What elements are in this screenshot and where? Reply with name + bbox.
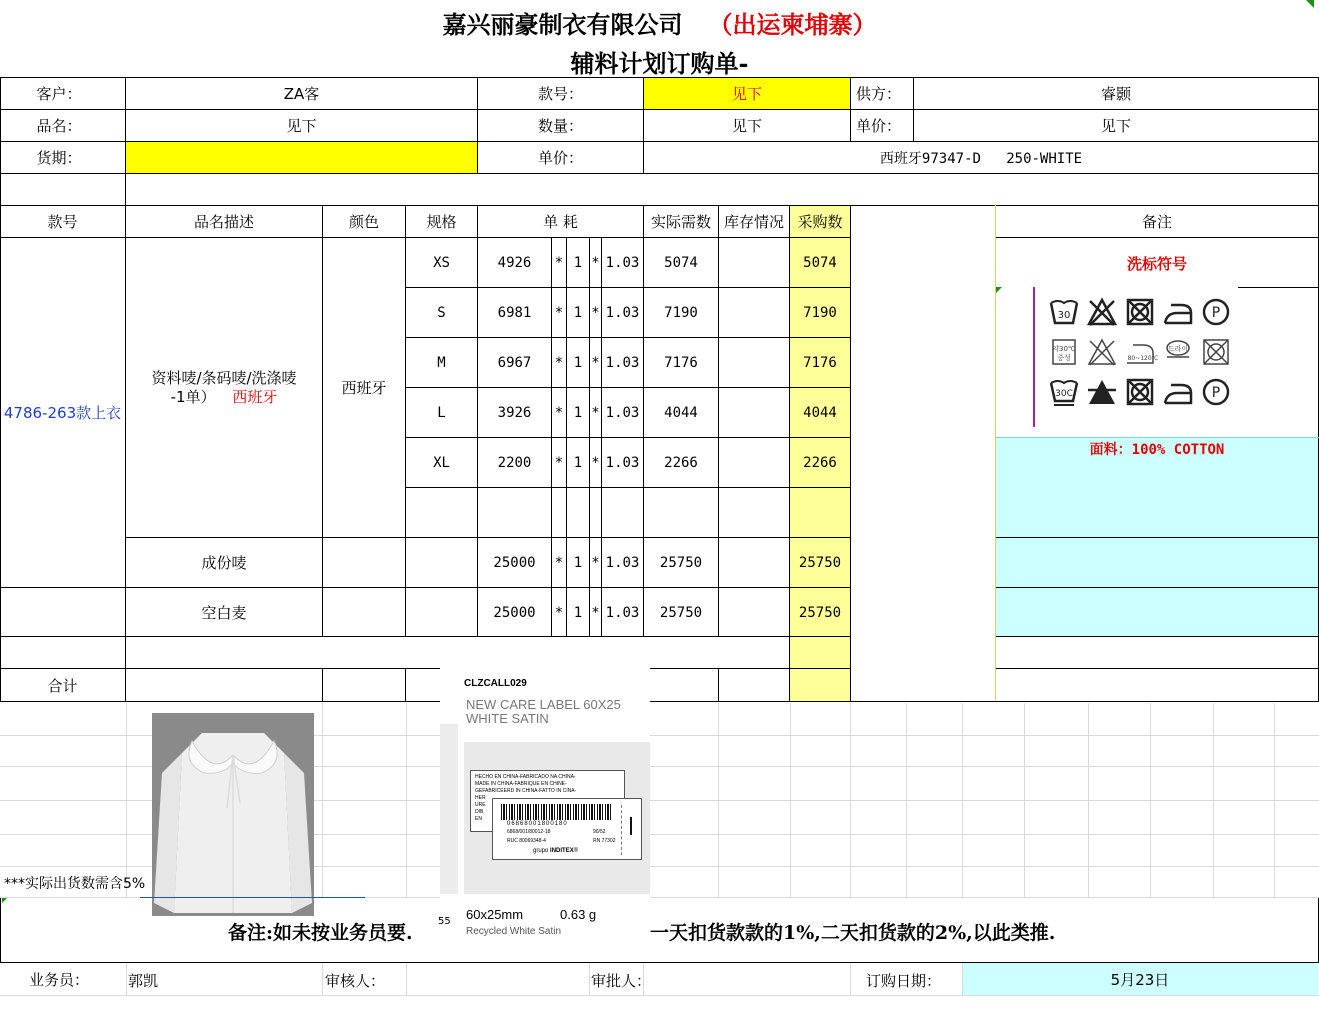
delivery-value[interactable] xyxy=(126,142,477,173)
reviewer-label: 审核人： xyxy=(325,972,386,990)
remark-left: 备注:如未按业务员要. xyxy=(228,922,413,944)
comment-marker-2 xyxy=(996,287,1002,293)
product-label: 品名： xyxy=(36,117,82,135)
barcode-icon xyxy=(501,804,611,820)
label-title xyxy=(466,698,621,726)
qty-cell: 6981 xyxy=(497,304,532,321)
hand-wash-icon xyxy=(1049,337,1079,367)
actual-cell: 25750 xyxy=(659,554,703,571)
description-sub: -1单） xyxy=(170,387,216,406)
col-size-header: 规格 xyxy=(426,213,457,231)
mult-cell: 1 xyxy=(573,354,583,371)
label-back: HECHO EN CHINA-FABRICADO NA CHINA- MADE IN CHINA-FABRIQUE EN CHINE- GEFABRICEERD IN CHINA-FATTO IN CINA- HER URE DIB EN xyxy=(470,770,625,832)
no-tumble-dry-icon xyxy=(1125,377,1155,407)
svg-text:드라이: 드라이 xyxy=(1167,345,1189,353)
size-cell: XS xyxy=(433,254,450,271)
star1-cell: * xyxy=(554,254,564,271)
purchase-cell: 7176 xyxy=(803,354,837,371)
qty-cell: 25000 xyxy=(493,554,536,571)
star1-cell: * xyxy=(554,454,564,471)
col-stock-header: 库存情况 xyxy=(723,213,784,231)
star2-cell: * xyxy=(591,254,600,271)
bleach-icon xyxy=(1087,337,1117,367)
star2-cell: * xyxy=(591,454,600,471)
iron-low-icon xyxy=(1163,377,1193,407)
order-date-label: 订购日期： xyxy=(866,972,942,990)
star1-cell: * xyxy=(554,404,564,421)
style-number: 4786-263款上衣 xyxy=(3,404,122,422)
comment-marker xyxy=(1306,0,1314,8)
label-size: 60x25mm xyxy=(466,907,524,922)
star1-cell: * xyxy=(554,554,564,571)
svg-text:P: P xyxy=(1211,385,1221,401)
label-title-line2: WHITE SATIN xyxy=(466,711,549,726)
item-name-cell: 成份唛 xyxy=(201,554,247,572)
svg-text:중성: 중성 xyxy=(1057,354,1071,362)
description-main: 资料唛/条码唛/洗涤唛 xyxy=(151,368,297,387)
actual-cell: 4044 xyxy=(664,404,698,421)
unit-price-value: 见下 xyxy=(1100,117,1131,135)
col-style-header: 款号 xyxy=(47,213,78,231)
qty-label: 数量： xyxy=(537,117,583,135)
purchase-cell: 7190 xyxy=(803,304,837,321)
destination: （出运柬埔寨） xyxy=(708,9,877,39)
actual-cell: 25750 xyxy=(659,604,703,621)
qty-cell: 25000 xyxy=(493,604,536,621)
salesman-value: 郭凯 xyxy=(128,972,159,990)
dry-clean-p-icon xyxy=(1201,377,1231,407)
mult-cell: 1 xyxy=(573,404,583,421)
label-code: CLZCALL029 xyxy=(464,678,527,689)
iron-icon xyxy=(1125,337,1159,367)
qty-cell: 4926 xyxy=(497,254,532,271)
purchase-cell: 25750 xyxy=(798,604,842,621)
actual-cell: 7176 xyxy=(664,354,698,371)
rate-cell: 1.03 xyxy=(605,254,640,271)
product-value: 见下 xyxy=(286,117,317,135)
purchase-cell: 25750 xyxy=(798,554,842,571)
style-value: 见下 xyxy=(731,85,762,103)
col-consumption-header: 单 耗 xyxy=(543,213,578,231)
price-label-2: 单价： xyxy=(537,149,583,167)
size-cell: XL xyxy=(433,454,450,471)
star2-cell: * xyxy=(591,354,600,371)
svg-text:30C: 30C xyxy=(1055,389,1073,399)
actual-cell: 5074 xyxy=(664,254,698,271)
svg-text:80~120℃: 80~120℃ xyxy=(1127,355,1159,362)
svg-text:약30℃: 약30℃ xyxy=(1052,345,1076,353)
rate-cell: 1.03 xyxy=(605,304,640,321)
description-cell xyxy=(126,238,322,537)
wash-30-icon xyxy=(1049,297,1079,327)
remark-number: 55 xyxy=(438,916,451,927)
dry-icon xyxy=(1163,337,1193,367)
qty-value: 见下 xyxy=(731,117,762,135)
dry-clean-p-icon xyxy=(1201,297,1231,327)
customer-value: ZA客 xyxy=(283,85,320,103)
actual-cell: 7190 xyxy=(664,304,698,321)
star2-cell: * xyxy=(591,304,600,321)
customer-label: 客户： xyxy=(36,85,82,103)
iron-low-icon xyxy=(1163,297,1193,327)
fabric-composition: 面料：100% COTTON xyxy=(1089,442,1225,458)
unit-price-label: 单价： xyxy=(855,117,901,135)
size-cell: L xyxy=(437,404,446,421)
approver-label: 审批人： xyxy=(591,972,652,990)
no-bleach-icon xyxy=(1087,297,1117,327)
mult-cell: 1 xyxy=(573,604,583,621)
total-label: 合计 xyxy=(47,676,78,695)
mult-cell: 1 xyxy=(573,304,583,321)
care-label-card xyxy=(440,660,650,942)
tumble-icon xyxy=(1201,337,1231,367)
no-tumble-dry-icon xyxy=(1125,297,1155,327)
care-title: 洗标符号 xyxy=(1126,254,1187,273)
qty-cell: 6967 xyxy=(497,354,532,371)
rate-cell: 1.03 xyxy=(605,554,640,571)
salesman-label: 业务员： xyxy=(28,970,89,989)
supplier-label: 供方： xyxy=(855,85,901,103)
rate-cell: 1.03 xyxy=(605,404,640,421)
star1-cell: * xyxy=(554,604,564,621)
star1-cell: * xyxy=(554,354,564,371)
item-name-cell: 空白麦 xyxy=(201,604,247,622)
rate-cell: 1.03 xyxy=(605,454,640,471)
color-cell: 西班牙 xyxy=(341,379,387,397)
col-purchase-header: 采购数 xyxy=(797,213,843,231)
col-actual-header: 实际需数 xyxy=(650,213,711,231)
page-title xyxy=(0,4,1319,40)
col-color-header: 颜色 xyxy=(348,213,379,231)
purchase-cell: 5074 xyxy=(803,254,837,271)
price-value-2: 西班牙97347-D 250-WHITE xyxy=(879,150,1083,167)
care-symbols-panel xyxy=(1033,287,1238,427)
mult-cell: 1 xyxy=(573,554,583,571)
wash-30c-icon xyxy=(1049,377,1079,407)
size-cell: S xyxy=(437,304,446,321)
company-name: 嘉兴丽豪制衣有限公司 xyxy=(442,9,683,39)
star2-cell: * xyxy=(591,554,600,571)
label-weight: 0.63 g xyxy=(560,907,597,922)
star2-cell: * xyxy=(591,404,600,421)
mult-cell: 1 xyxy=(573,454,583,471)
delivery-note: ***实际出货数需含5% xyxy=(4,876,146,892)
actual-cell: 2266 xyxy=(664,454,698,471)
label-title-line1: NEW CARE LABEL 60X25 xyxy=(466,697,621,712)
purchase-cell: 2266 xyxy=(803,454,837,471)
purchase-cell: 4044 xyxy=(803,404,837,421)
star1-cell: * xyxy=(554,304,564,321)
delivery-label: 货期： xyxy=(36,149,82,167)
qty-cell: 2200 xyxy=(497,454,532,471)
remark-right: 一天扣货款款的1%,二天扣货款的2%,以此类推. xyxy=(650,922,1056,944)
style-label: 款号： xyxy=(537,85,583,103)
bleach-solid-icon xyxy=(1087,377,1117,407)
description-red: 西班牙 xyxy=(232,387,278,406)
svg-text:30: 30 xyxy=(1057,310,1071,321)
page-subtitle: 辅料计划订购单- xyxy=(570,48,749,78)
mult-cell: 1 xyxy=(573,254,583,271)
label-front: 06868001800180 6868/001/80012-18 90/52 RUC 80069348-4 RN 77302 grupo INDITEX® xyxy=(492,798,642,860)
label-material: Recycled White Satin xyxy=(466,926,562,937)
svg-text:P: P xyxy=(1211,305,1221,321)
star2-cell: * xyxy=(591,604,600,621)
col-remarks-header: 备注 xyxy=(1141,213,1172,231)
supplier-value: 睿颢 xyxy=(1100,85,1131,103)
rate-cell: 1.03 xyxy=(605,354,640,371)
qty-cell: 3926 xyxy=(497,404,532,421)
order-date-value: 5月23日 xyxy=(1110,970,1170,989)
col-desc-header: 品名描述 xyxy=(193,213,254,231)
product-photo xyxy=(152,713,314,916)
size-cell: M xyxy=(437,354,446,371)
rate-cell: 1.03 xyxy=(605,604,640,621)
